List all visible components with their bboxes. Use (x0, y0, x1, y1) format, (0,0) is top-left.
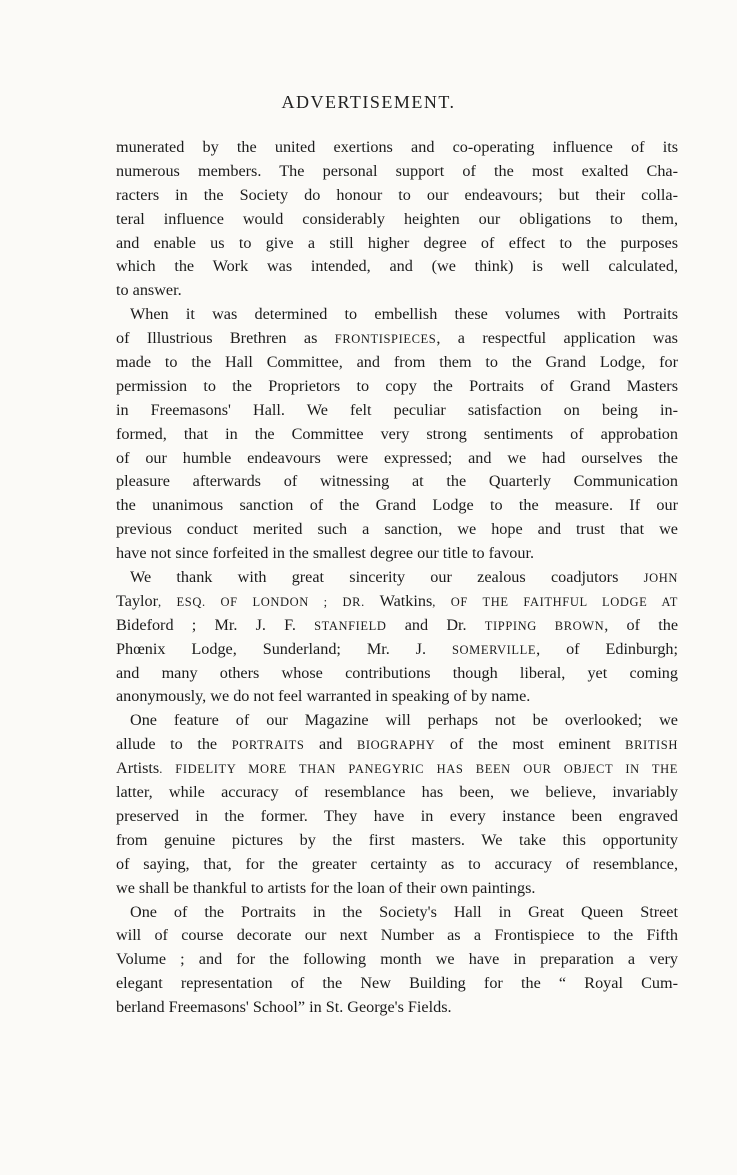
text-line: we shall be thankful to artists for the loan of their own paintings. (116, 878, 536, 897)
small-caps-term: TIPPING BROWN (484, 618, 605, 633)
paragraph (116, 566, 678, 709)
text-line (116, 614, 678, 638)
text-line: When it was determined to embellish these volumes with Portraits (130, 305, 678, 324)
text-line: previous conduct merited such a sanction, we hope and trust that we (116, 520, 678, 539)
text-line: of saying, that, for the greater certainty as to accuracy of resemblance, (116, 854, 678, 873)
text-line (116, 327, 678, 351)
text-line (116, 566, 678, 590)
paragraph (116, 901, 678, 1020)
text-segment: Taylor (116, 591, 159, 610)
text-line: will of course decorate our next Number as a Frontispiece to the Fifth (116, 926, 678, 945)
text-line: from genuine pictures by the first masters. We take this opportunity (116, 830, 678, 849)
text-segment: of the most eminent (435, 735, 626, 754)
text-line (116, 733, 678, 757)
text-segment: , a respectful application was (436, 329, 678, 348)
text-line: and enable us to give a still higher degree of effect to the purposes (116, 233, 678, 252)
text-line: and many others whose contributions though liberal, yet coming (116, 663, 678, 682)
text-segment: allude to the (116, 735, 232, 754)
text-line: formed, that in the Committee very strong sentiments of approbation (116, 424, 678, 443)
small-caps-term: , ESQ. OF LONDON ; DR. (158, 594, 380, 609)
small-caps-term: JOHN (643, 571, 678, 586)
small-caps-term: STANFIELD (314, 618, 387, 633)
text-line: berland Freemasons' School” in St. George's Fields. (116, 998, 452, 1017)
text-line: One feature of our Magazine will perhaps not be overlooked; we (130, 711, 678, 730)
text-line (116, 757, 678, 781)
text-line: have not since forfeited in the smallest degree our title to favour. (116, 544, 535, 563)
small-caps-term: , OF THE FAITHFUL LODGE AT (432, 594, 678, 609)
paragraph (116, 709, 678, 900)
text-line: of our humble endeavours were expressed; and we had ourselves the (116, 448, 678, 467)
text-line: munerated by the united exertions and co-operating influence of its (116, 138, 678, 156)
body-text (116, 136, 678, 1020)
text-segment: Watkins (379, 591, 433, 610)
text-line (116, 638, 678, 662)
text-line: pleasure afterwards of witnessing at the Quarterly Communication (116, 472, 678, 491)
text-segment: and (304, 735, 357, 754)
small-caps-term: BRITISH (625, 738, 678, 753)
small-caps-term: BIOGRAPHY (356, 738, 436, 753)
text-line: racters in the Society do honour to our endeavours; but their colla- (116, 185, 678, 204)
text-line: permission to the Proprietors to copy the Portraits of Grand Masters (116, 376, 678, 395)
text-line: which the Work was intended, and (we think) is well calculated, (116, 257, 678, 276)
text-line: One of the Portraits in the Society's Hall in Great Queen Street (130, 902, 678, 921)
small-caps-term: . FIDELITY MORE THAN PANEGYRIC HAS BEEN OUR OBJECT IN THE (159, 762, 678, 777)
text-line: the unanimous sanction of the Grand Lodge to the measure. If our (116, 496, 678, 515)
text-segment: of Illustrious Brethren as (116, 329, 335, 348)
text-line: to answer. (116, 281, 182, 300)
small-caps-term: FRONTISPIECES (334, 332, 437, 347)
text-line (116, 590, 678, 614)
text-segment: Artists (116, 759, 160, 778)
text-segment: Phœnix Lodge, Sunderland; Mr. J. (116, 639, 452, 658)
text-line: elegant representation of the New Building for the “ Royal Cum- (116, 974, 678, 993)
text-segment: and Dr. (386, 615, 485, 634)
text-segment: , of Edinburgh; (536, 639, 679, 658)
text-segment: We thank with great sincerity our zealous coadjutors (130, 568, 644, 587)
text-line: in Freemasons' Hall. We felt peculiar satisfaction on being in- (116, 400, 678, 419)
text-line: Volume ; and for the following month we have in preparation a very (116, 950, 678, 969)
text-line: preserved in the former. They have in every instance been engraved (116, 806, 678, 825)
text-line: made to the Hall Committee, and from them to the Grand Lodge, for (116, 353, 678, 372)
text-line: numerous members. The personal support of the most exalted Cha- (116, 161, 678, 180)
small-caps-term: PORTRAITS (231, 738, 305, 753)
paragraph (116, 136, 678, 303)
text-segment: , of the (604, 615, 679, 634)
text-line: anonymously, we do not feel warranted in speaking of by name. (116, 687, 531, 706)
text-line: teral influence would considerably heighten our obligations to them, (116, 209, 678, 228)
text-segment: Bideford ; Mr. J. F. (116, 615, 315, 634)
text-line: latter, while accuracy of resemblance has been, we believe, invariably (116, 783, 678, 802)
paragraph (116, 303, 678, 566)
small-caps-term: SOMERVILLE (451, 642, 537, 657)
page-heading: ADVERTISEMENT. (281, 92, 456, 112)
